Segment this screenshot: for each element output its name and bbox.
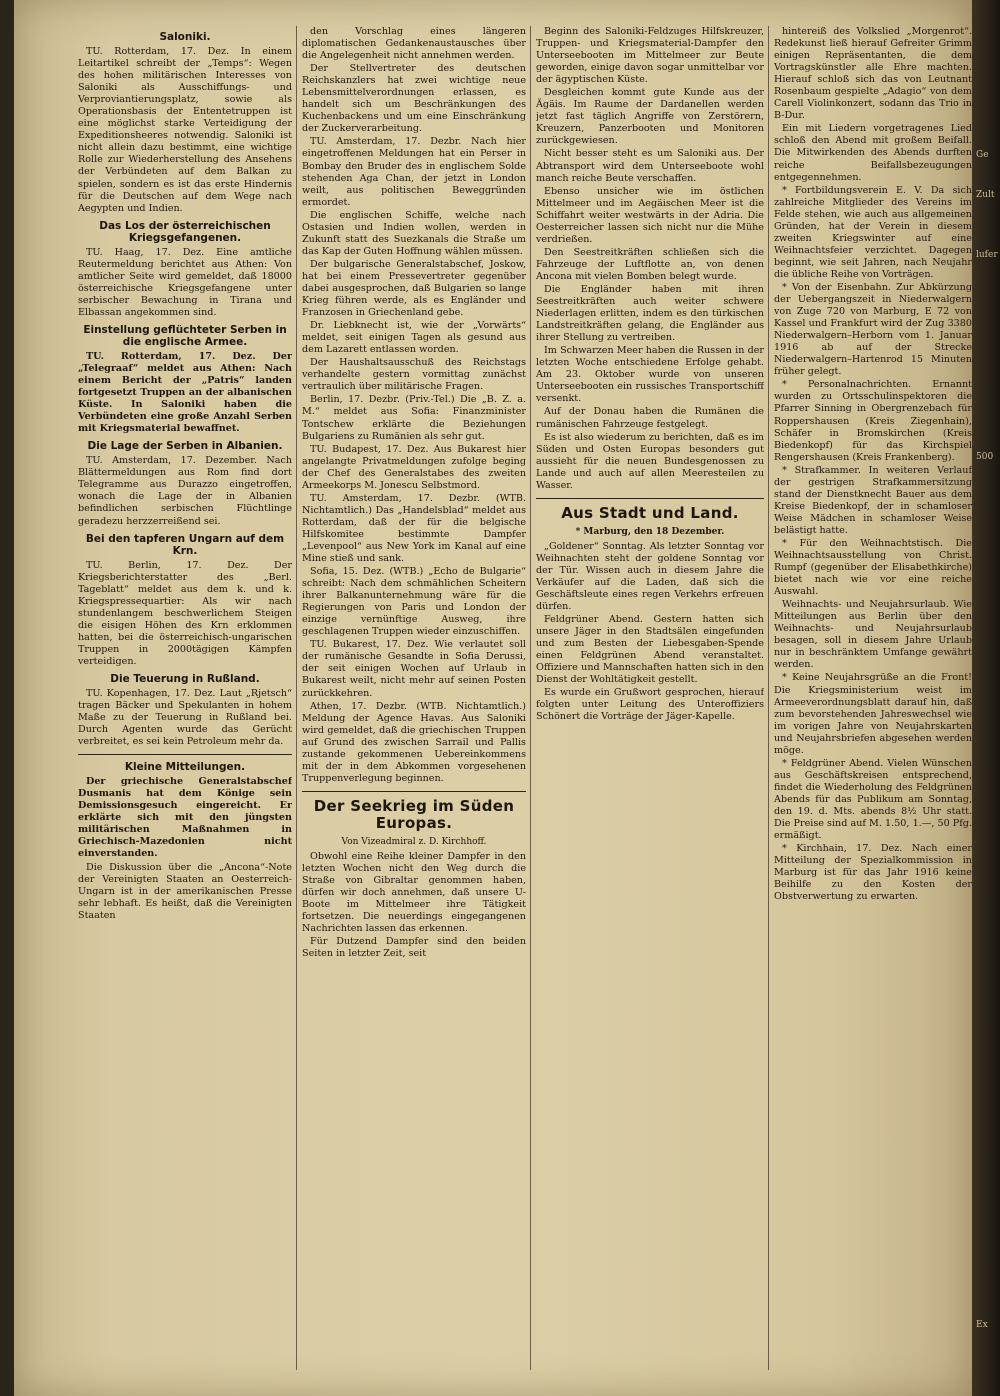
article-text: * Strafkammer. In weiteren Verlauf der gestrigen Strafkammersitzung stand der Dienstknecht Bauer aus dem Kreise Biedenkopf, der in schamloser Weise Mädchen in schamloser Weise belästigt hatte. bbox=[774, 464, 972, 536]
edge-text: Zult bbox=[976, 190, 995, 200]
article-text: TU. Kopenhagen, 17. Dez. Laut „Rjetsch“ tragen Bäcker und Spekulanten in hohem Maße zu der Teuerung in Rußland bei. Durch Agenten wurde das Gerücht verbreitet, es sei kein Petroleum mehr da. bbox=[78, 687, 292, 748]
article-text: * Fortbildungsverein E. V. Da sich zahlreiche Mitglieder des Vereins im Felde stehen, wie auch aus allgemeinen Gründen, hat der Verein in diesem zweiten Kriegswinter auf eine Weihnachtsfeier verzichtet. Dagegen beginnt, wie seit Jahren, nach Neujahr die übliche Reihe von Vorträgen. bbox=[774, 184, 972, 280]
article-text: hintereiß des Volkslied „Morgenrot“. Redekunst ließ hierauf Gefreiter Grimm einigen Repräsentanten, die dem Vortragskünstler alle Ehre machten. Hierauf schloß sich das von Leutnant Rosenbaum gespielte „Adagio“ von dem Carell Violinkonzert, sodann das Trio in B-Dur. bbox=[774, 26, 972, 122]
article-text: Der Haushaltsausschuß des Reichstags verhandelte gestern vormittag zunächst vertraulich über militärische Fragen. bbox=[302, 357, 526, 393]
divider bbox=[78, 754, 292, 755]
column-3 bbox=[536, 26, 764, 1370]
article-text: Im Schwarzen Meer haben die Russen in der letzten Woche entschiedene Erfolge gehabt. Am 23. Oktober wurde von unseren Unterseebooten ein russisches Transportschiff versenkt. bbox=[536, 345, 764, 405]
article-text: Athen, 17. Dezbr. (WTB. Nichtamtlich.) Meldung der Agence Havas. Aus Saloniki wird gemeldet, daß die griechischen Truppen auf Grund des zwischen Sarrail und Pallis zustande gekommenen Uebereinkommens mit der in dem Abkommen vorgesehenen Truppenverlegung beginnen. bbox=[302, 700, 526, 784]
adjacent-page-edge bbox=[972, 0, 1000, 1396]
article-text: Ebenso unsicher wie im östlichen Mittelmeer und im Aegäischen Meer ist die Schiffahrt weiter westwärts in der Adria. Die Oesterreicher lassen sich nicht nur die Mühe verdrießen. bbox=[536, 185, 764, 245]
heading-kleine-mitteilungen: Kleine Mitteilungen. bbox=[124, 761, 246, 774]
article-text: * Personalnachrichten. Ernannt wurden zu Ortsschulinspektoren die Pfarrer Sinning in Obergrenzebach für Roppershausen (Kreis Ziegenhain), Schäfer in Bromskirchen (Kreis Biedenkopf) für das Kirchspiel Rengershausen (Kreis Frankenberg). bbox=[774, 379, 972, 463]
article-text: TU. Rotterdam, 17. Dez. In einem Leitartikel schreibt der „Temps“: Wegen des hohen militärischen Interesses von Saloniki als Ausschiffungs- und Verproviantierungsplatz, sowie als Operationsbasis der Ententetruppen ist eine möglichst starke Verteidigung der Expeditionsheeres notwendig. Saloniki ist nicht allein dazu bestimmt, eine wichtige Rolle zur Wiederherstellung des Ansehens der Verbündeten auf dem Balkan zu spielen, sondern es ist das erste Hindernis für die Deutschen auf dem Wege nach Aegypten und Indien. bbox=[78, 46, 292, 214]
column-rule bbox=[296, 26, 297, 1370]
heading-kriegsgefangene: Das Los der österreichischen Kriegsgefangenen. bbox=[99, 219, 271, 244]
article-text: Feldgrüner Abend. Gestern hatten sich unsere Jäger in den Stadtsälen eingefunden und zum Besten der Liebesgaben-Spende einen Feldgrünen Abend veranstaltet. Offiziere und Mannschaften hatten sich in den Dienst der Wohltätigkeit gestellt. bbox=[536, 614, 764, 686]
heading-teuerung: Die Teuerung in Rußland. bbox=[110, 672, 260, 685]
article-text: Auf der Donau haben die Rumänen die rumänischen Fahrzeuge festgelegt. bbox=[536, 406, 764, 430]
heading-lage-serben: Die Lage der Serben in Albanien. bbox=[87, 440, 283, 453]
column-2 bbox=[302, 26, 526, 1370]
article-text: Die Engländer haben mit ihren Seestreitkräften auch weiter schwere Niederlagen erlitten, indem es den türkischen Landstreitkräften gelang, die Engländer aus ihrer Stellung zu vertreiben. bbox=[536, 283, 764, 344]
heading-saloniki: Saloniki. bbox=[159, 31, 211, 43]
article-text: Der Stellvertreter des deutschen Reichskanzlers hat zwei wichtige neue Lebensmittelverordnungen erlassen, es handelt sich um Beschränkungen des Kuchenbackens und um eine Einschränkung der Zuckerverarbeitung. bbox=[302, 63, 526, 135]
article-text: * Von der Eisenbahn. Zur Abkürzung der Uebergangszeit in Niederwalgern von Zuge 720 von Marburg, E 72 von Kassel und Frankfurt wird der Zug 3380 Niederwalgern–Herborn vom 1. Januar 1916 ab auf der Strecke Niederwalgern–Hartenrod 15 Minuten früher gelegt. bbox=[774, 281, 972, 378]
article-text: TU. Budapest, 17. Dez. Aus Bukarest hier angelangte Privatmeldungen zufolge beging der Chef des Generalstabes des zweiten Armeekorps M. Jonescu Selbstmord. bbox=[302, 443, 526, 491]
article-text: * Feldgrüner Abend. Vielen Wünschen aus Geschäftskreisen entsprechend, findet die Wiederholung des Feldgrünen Abends für das Publikum am Sonntag, den 19. d. Mts. abends 8½ Uhr statt. Die Preise sind auf M. 1.50, 1.—, 50 Pfg. ermäßigt. bbox=[774, 757, 972, 842]
column-rule bbox=[768, 26, 769, 1370]
byline: Von Vizeadmiral z. D. Kirchhoff. bbox=[341, 836, 487, 847]
edge-text: Ex bbox=[976, 1320, 988, 1330]
article-text: Der griechische Generalstabschef Dusmanis hat dem Könige sein Demissionsgesuch eingereicht. Er erklärte sich mit den jüngsten militärischen Maßnahmen in Griechisch-Mazedonien nicht einverstanden. bbox=[78, 776, 292, 860]
article-text: Sofia, 15. Dez. (WTB.) „Echo de Bulgarie“ schreibt: Nach dem schmählichen Scheitern ihrer Balkanunternehmung wäre für die Regierungen von Paris und London der einzige vernünftige Ausweg, ihre geschlagenen Truppen wieder einzuschiffen. bbox=[302, 566, 526, 638]
edge-text: Ge bbox=[976, 150, 989, 160]
article-text: * Für den Weihnachtstisch. Die Weihnachtsausstellung von Christ. Rumpf (gegenüber der Elisabethkirche) bietet nach wie vor eine reiche Auswahl. bbox=[774, 537, 972, 598]
article-text: TU. Haag, 17. Dez. Eine amtliche Reutermeldung berichtet aus Athen: Von amtlicher Seite wird gemeldet, daß 18000 österreichische Kriegsgefangene unter serbischer Bewachung in Tirana und Elbassan angekommen sind. bbox=[78, 246, 292, 318]
column-4 bbox=[774, 26, 972, 1370]
edge-text: lufer bbox=[976, 250, 998, 260]
heading-stadt-land: Aus Stadt und Land. bbox=[561, 503, 739, 522]
article-text: Es wurde ein Grußwort gesprochen, hierauf folgten unter Leitung des Unteroffiziers Schönert die Vorträge der Jäger-Kapelle. bbox=[536, 687, 764, 723]
edge-text: 500 bbox=[976, 452, 994, 462]
article-text: * Kirchhain, 17. Dez. Nach einer Mitteilung der Spezialkommission in Marburg ist für das Jahr 1916 keine Beihilfe zu den Kosten der Obstverwertung zu erwarten. bbox=[774, 843, 972, 903]
article-text: TU. Berlin, 17. Dez. Der Kriegsberichterstatter des „Berl. Tageblatt“ meldet aus dem k. und k. Kriegspressequartier: Als wir nach stundenlangem beschwerlichem Steigen die eisigen Höhen des Krn erklommen hatten, bei die österreichisch-ungarischen Truppen in 2000tägigen Kämpfen verteidigen. bbox=[78, 559, 292, 667]
article-text: „Goldener“ Sonntag. Als letzter Sonntag vor Weihnachten steht der goldene Sonntag vor der Tür. Wissen auch in diesem Jahre die Verkäufer auf die Laden, daß sich die Geschäftsleute eines regen Verkehrs erfreuen dürfen. bbox=[536, 540, 764, 613]
article-text: Beginn des Saloniki-Feldzuges Hilfskreuzer, Truppen- und Kriegsmaterial-Dampfer den Unterseebooten im Mittelmeer zur Beute geworden, einige davon sogar unmittelbar vor der ägyptischen Küste. bbox=[536, 26, 764, 86]
heading-seekrieg: Der Seekrieg im Süden Europas. bbox=[313, 796, 515, 832]
article-text: TU. Amsterdam, 17. Dezbr. Nach hier eingetroffenen Meldungen hat ein Perser in Bombay den Bruder des in englischem Solde stehenden Aga Chan, der jetzt in London weilt, aus politischen Beweggründen ermordet. bbox=[302, 136, 526, 208]
column-1 bbox=[78, 26, 292, 1370]
article-text: Weihnachts- und Neujahrsurlaub. Wie Mitteilungen aus Berlin über den Weihnachts- und Neujahrsurlaub besagen, soll in diesem Jahre Urlaub nur in beschränktem Umfange gewährt werden. bbox=[774, 599, 972, 671]
article-text: Nicht besser steht es um Saloniki aus. Der Abtransport wird dem Unterseeboote wohl manch reiche Beute verschaffen. bbox=[536, 148, 764, 184]
article-text: Dr. Liebknecht ist, wie der „Vorwärts“ meldet, seit einigen Tagen als gesund aus dem Lazarett entlassen worden. bbox=[302, 320, 526, 356]
article-text: Obwohl eine Reihe kleiner Dampfer in den letzten Wochen nicht den Weg durch die Straße von Gibraltar genommen haben, dürfen wir doch annehmen, daß unsere U-Boote im Mittelmeer ihre Tätigkeit fortsetzen. Die neuerdings eingegangenen Nachrichten lassen das erkennen. bbox=[302, 850, 526, 935]
dateline: * Marburg, den 18 Dezember. bbox=[575, 526, 725, 537]
article-text: den Vorschlag eines längeren diplomatischen Gedankenaustausches über die Angelegenheit nicht annehmen werden. bbox=[302, 26, 526, 62]
heading-serben-armee: Einstellung geflüchteter Serben in die englische Armee. bbox=[83, 323, 287, 348]
article-text: Ein mit Liedern vorgetragenes Lied schloß den Abend mit großem Beifall. Die Mitwirkenden des Abends durften reiche Beifallsbezeugungen entgegennehmen. bbox=[774, 123, 972, 183]
article-text: * Keine Neujahrsgrüße an die Front! Die Kriegsministerium weist im Armeeverordnungsblatt darauf hin, daß zum bevorstehenden Jahreswechsel wie im vorigen Jahre von Neujahrskarten und Neujahrsbriefen abgesehen werden möge. bbox=[774, 672, 972, 756]
article-text: Der bulgarische Generalstabschef, Joskow, hat bei einem Pressevertreter gegenüber dabei ausgesprochen, daß Bulgarien so lange Krieg führen werde, als es Engländer und Franzosen in Griechenland gebe. bbox=[302, 258, 526, 319]
article-text: Für Dutzend Dampfer sind den beiden Seiten in letzter Zeit, seit bbox=[302, 936, 526, 960]
article-text: TU. Bukarest, 17. Dez. Wie verlautet soll der rumänische Gesandte in Sofia Derussi, der seit einigen Wochen auf Urlaub in Bukarest weilt, nicht mehr auf seinen Posten zurückkehren. bbox=[302, 639, 526, 699]
divider bbox=[302, 791, 526, 792]
newspaper-page bbox=[14, 0, 972, 1396]
article-text: Berlin, 17. Dezbr. (Priv.-Tel.) Die „B. Z. a. M.“ meldet aus Sofia: Finanzminister Tontschew erklärte die Beziehungen Bulgariens zu Rumänien als sehr gut. bbox=[302, 394, 526, 442]
article-text: Die Diskussion über die „Ancona“-Note der Vereinigten Staaten an Oesterreich-Ungarn ist in der amerikanischen Presse sehr lebhaft. Es heißt, daß die Vereinigten Staaten bbox=[78, 861, 292, 921]
article-text: Desgleichen kommt gute Kunde aus der Ägäis. Im Raume der Dardanellen werden jetzt fast täglich Angriffe von Zerstörern, Kreuzern, Panzerbooten und Monitoren zurückgewiesen. bbox=[536, 87, 764, 147]
article-text: Den Seestreitkräften schließen sich die Fahrzeuge der Luftflotte an, von denen Ancona mit vielen Bomben belegt wurde. bbox=[536, 246, 764, 282]
article-text: TU. Rotterdam, 17. Dez. Der „Telegraaf“ meldet aus Athen: Nach einem Bericht der „Patris“ landen fortgesetzt Truppen an der albanischen Küste. In Saloniki haben die Verbündeten eine große Anzahl Serben mit Kriegsmaterial bewaffnet. bbox=[78, 350, 292, 435]
article-text: TU. Amsterdam, 17. Dezember. Nach Blättermeldungen aus Rom find dort Telegramme aus Durazzo eingetroffen, wonach die Lage der in Albanien befindlichen serbischen Flüchtlinge geradezu herzzerreißend sei. bbox=[78, 455, 292, 527]
column-rule bbox=[530, 26, 531, 1370]
heading-ungarn-krn: Bei den tapferen Ungarn auf dem Krn. bbox=[85, 532, 285, 557]
article-text: Es ist also wiederum zu berichten, daß es im Süden und Osten Europas besonders gut aussieht für die neuen Bundesgenossen zu Lande und auch auf allen Meeresteilen zu Wasser. bbox=[536, 431, 764, 491]
article-text: Die englischen Schiffe, welche nach Ostasien und Indien wollen, werden in Zukunft statt des Suezkanals die Straße um das Kap der Guten Hoffnung wählen müssen. bbox=[302, 209, 526, 257]
divider bbox=[536, 498, 764, 499]
article-text: TU. Amsterdam, 17. Dezbr. (WTB. Nichtamtlich.) Das „Handelsblad“ meldet aus Rotterdam, daß der für die belgische Hilfskomitee bestimmte Dampfer „Levenpool“ aus New York im Kanal auf eine Mine stieß und sank. bbox=[302, 492, 526, 565]
